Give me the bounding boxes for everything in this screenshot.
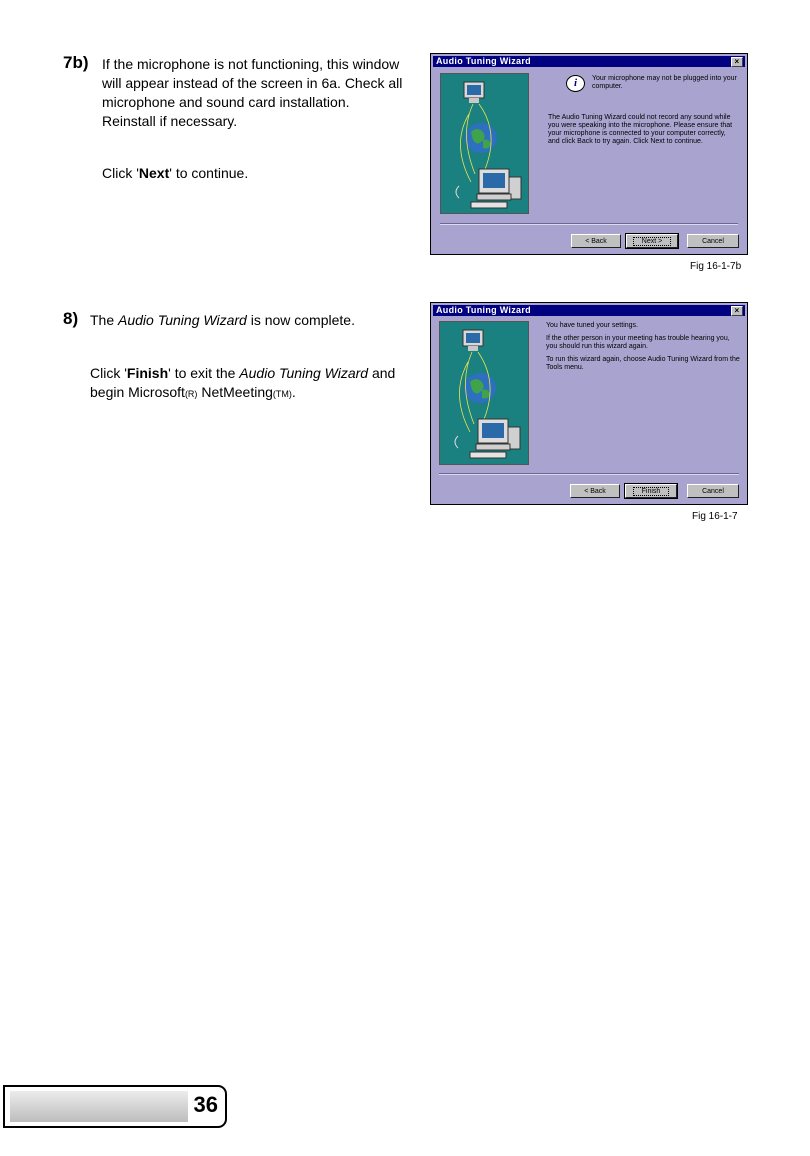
- registered-mark: (R): [184, 389, 198, 399]
- step-7b-line: will appear instead of the screen in 6a. Check all: [102, 75, 403, 91]
- step-8-instruction: [90, 364, 395, 404]
- text: ' to continue.: [169, 165, 249, 181]
- text: NetMeeting: [197, 384, 273, 400]
- step-7b-line: microphone and sound card installation.: [102, 94, 350, 110]
- step-7b-number: 7b): [63, 53, 89, 72]
- cancel-button[interactable]: Cancel: [687, 234, 739, 248]
- text: ' to exit the: [168, 365, 240, 381]
- finish-button[interactable]: [625, 484, 677, 498]
- step-8-text: [90, 311, 355, 330]
- window-titlebar: [433, 305, 745, 316]
- computer-globe-illustration-icon: [441, 74, 528, 213]
- wizard-name: Audio Tuning Wizard: [239, 365, 369, 381]
- finish-label: Finish: [126, 365, 169, 381]
- window-separator: [440, 223, 738, 225]
- window-title: Audio Tuning Wizard: [436, 305, 531, 315]
- window-titlebar: [433, 56, 745, 67]
- next-button[interactable]: [626, 234, 678, 248]
- text: Click ': [90, 365, 127, 381]
- page-number-box: [3, 1085, 227, 1128]
- back-button[interactable]: < Back: [571, 234, 621, 248]
- text: and: [368, 365, 396, 381]
- close-button[interactable]: ×: [731, 306, 743, 316]
- figure-caption: Fig 16-1-7b: [690, 261, 742, 272]
- message-line: You have tuned your settings.: [546, 322, 638, 329]
- info-icon: i: [566, 75, 585, 92]
- trademark-mark: (TM): [272, 389, 292, 399]
- text: Click ': [102, 165, 139, 181]
- mic-error-body: The Audio Tuning Wizard could not record any sound while you were speaking into the microphone. Please ensure that your microphone is connected to your computer correctly, and click Back to try again. Click Next to continue.: [548, 114, 733, 145]
- next-button-label: Next >: [633, 237, 671, 246]
- instruction-line: [90, 364, 395, 383]
- computer-globe-illustration-icon: [440, 322, 528, 464]
- text: The: [90, 312, 119, 328]
- text: begin Microsoft: [90, 384, 185, 400]
- instruction-line: [90, 383, 395, 404]
- wizard-name: Audio Tuning Wizard: [118, 312, 247, 328]
- audio-wizard-window-complete: [430, 302, 748, 505]
- back-button[interactable]: < Back: [570, 484, 620, 498]
- message-line: To run this wizard again, choose Audio Tuning Wizard from the Tools menu.: [546, 356, 740, 371]
- page-number: 36: [193, 1092, 218, 1117]
- window-title: Audio Tuning Wizard: [436, 56, 531, 66]
- window-separator: [439, 473, 739, 475]
- text: .: [291, 384, 296, 400]
- text: is now complete.: [246, 312, 355, 328]
- audio-wizard-window-mic-error: [430, 53, 748, 255]
- step-7b-instruction: [102, 164, 248, 183]
- mic-error-heading: Your microphone may not be plugged into your computer.: [592, 75, 737, 90]
- step-8-number: 8): [63, 309, 79, 328]
- message-line: If the other person in your meeting has trouble hearing you, you should run this wizard again.: [546, 335, 730, 350]
- wizard-illustration: [439, 321, 529, 465]
- cancel-button[interactable]: Cancel: [687, 484, 739, 498]
- close-button[interactable]: ×: [731, 57, 743, 67]
- completion-message: [546, 322, 741, 377]
- wizard-illustration: [440, 73, 529, 214]
- next-label: Next: [138, 165, 170, 181]
- page-number-bar: [10, 1091, 188, 1122]
- step-7b-text: [102, 55, 402, 131]
- step-7b-line: If the microphone is not functioning, this window: [102, 56, 400, 72]
- step-7b-line: Reinstall if necessary.: [102, 113, 238, 129]
- finish-button-label: Finish: [633, 487, 670, 496]
- figure-caption: Fig 16-1-7: [692, 511, 738, 522]
